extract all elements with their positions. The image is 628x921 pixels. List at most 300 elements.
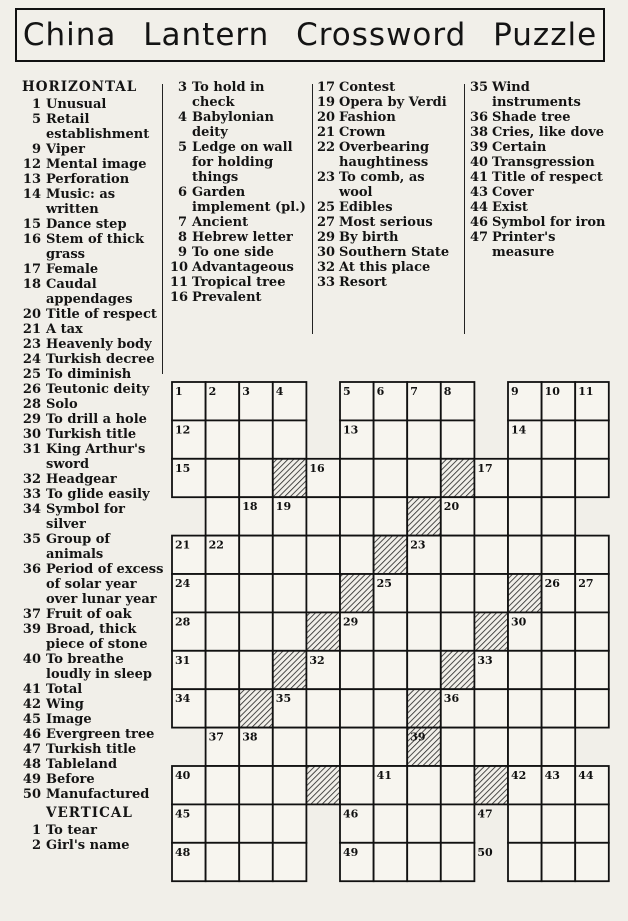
grid-cell bbox=[407, 766, 441, 804]
grid-cell bbox=[340, 689, 374, 727]
grid-cell bbox=[474, 728, 508, 766]
cell-number: 37 bbox=[208, 730, 224, 744]
clue-text: A tax bbox=[46, 322, 83, 337]
grid-cell bbox=[374, 804, 408, 842]
grid-cell bbox=[575, 612, 609, 650]
grid-cell bbox=[239, 574, 273, 612]
shaded-cell bbox=[306, 766, 340, 804]
grid-cell bbox=[441, 766, 475, 804]
clue-text: Ledge on wall for holding things bbox=[192, 140, 293, 185]
grid-cell bbox=[306, 728, 340, 766]
clue-text: Hebrew letter bbox=[192, 230, 293, 245]
clue-number: 30 bbox=[22, 427, 41, 442]
grid-cell bbox=[273, 843, 307, 881]
clue-number: 40 bbox=[22, 652, 41, 667]
clue-number: 40 bbox=[470, 155, 489, 170]
clue-text: Fruit of oak bbox=[46, 607, 132, 622]
clue-number: 17 bbox=[317, 80, 336, 95]
clue-text: Before bbox=[46, 772, 95, 787]
clue-text: Overbearing haughtiness bbox=[339, 140, 430, 170]
grid-cell bbox=[340, 728, 374, 766]
grid-cell bbox=[575, 689, 609, 727]
clue-number: 20 bbox=[22, 307, 41, 322]
clue-text: Mental image bbox=[46, 157, 147, 172]
clue-text: Dance step bbox=[46, 217, 127, 232]
grid-cell bbox=[542, 420, 576, 458]
clue-number: 25 bbox=[317, 200, 336, 215]
grid-cell bbox=[374, 459, 408, 497]
cell-number: 11 bbox=[578, 385, 594, 398]
cell-number: 29 bbox=[343, 615, 359, 629]
clue-text: Music: as written bbox=[46, 187, 116, 217]
clue-text: Shade tree bbox=[492, 110, 571, 125]
cell-number: 33 bbox=[477, 653, 493, 667]
cell-number: 43 bbox=[544, 769, 560, 782]
clue-number: 1 bbox=[31, 97, 41, 112]
clue-number: 32 bbox=[22, 472, 41, 487]
grid-cell bbox=[575, 843, 609, 881]
grid-cell bbox=[508, 651, 542, 689]
clue-text: King Arthur's sword bbox=[46, 442, 146, 472]
grid-cell bbox=[273, 612, 307, 650]
cell-number: 31 bbox=[175, 653, 191, 667]
clue-text: Solo bbox=[46, 397, 78, 412]
grid-cell bbox=[407, 843, 441, 881]
clue-number: 33 bbox=[317, 275, 336, 290]
grid-cell bbox=[206, 574, 240, 612]
grid-cell bbox=[542, 843, 576, 881]
grid-cell bbox=[508, 728, 542, 766]
grid-cell bbox=[340, 497, 374, 535]
shaded-cell bbox=[508, 574, 542, 612]
cell-number: 30 bbox=[511, 615, 527, 629]
clue-number: 41 bbox=[22, 682, 41, 697]
shaded-cell bbox=[441, 459, 475, 497]
shaded-cell bbox=[474, 766, 508, 804]
cell-number: 15 bbox=[175, 461, 191, 475]
cell-number: 25 bbox=[376, 577, 392, 590]
grid-cell bbox=[206, 804, 240, 842]
clue-text: Turkish decree bbox=[46, 352, 155, 367]
grid-cell bbox=[575, 459, 609, 497]
grid-cell bbox=[273, 728, 307, 766]
clue-text: Female bbox=[46, 262, 99, 277]
clue-number: 6 bbox=[177, 185, 187, 200]
grid-cell bbox=[474, 689, 508, 727]
grid-cell bbox=[441, 728, 475, 766]
clue-number: 35 bbox=[470, 80, 489, 95]
clue-number: 13 bbox=[22, 172, 41, 187]
grid-cell bbox=[508, 804, 542, 842]
grid-cell bbox=[508, 536, 542, 574]
clue-text: To drill a hole bbox=[46, 412, 147, 427]
grid-cell bbox=[239, 843, 273, 881]
grid-cell bbox=[508, 843, 542, 881]
grid-cell bbox=[374, 420, 408, 458]
clue-text: To diminish bbox=[46, 367, 132, 382]
clue-number: 20 bbox=[317, 110, 336, 125]
grid-cell bbox=[239, 804, 273, 842]
clue-text: Certain bbox=[492, 140, 547, 155]
cell-number: 48 bbox=[175, 845, 191, 859]
clue-number: 47 bbox=[470, 230, 489, 245]
clue-text: Opera by Verdi bbox=[339, 95, 447, 110]
clue-number: 44 bbox=[470, 200, 489, 215]
clue-number: 50 bbox=[22, 787, 41, 802]
shaded-cell bbox=[239, 689, 273, 727]
horizontal-heading: HORIZONTAL bbox=[22, 79, 138, 95]
shaded-cell bbox=[374, 536, 408, 574]
clue-number: 10 bbox=[170, 260, 189, 275]
grid-cell bbox=[239, 766, 273, 804]
clue-number: 22 bbox=[317, 140, 336, 155]
grid-cell bbox=[306, 574, 340, 612]
clue-number: 16 bbox=[22, 232, 41, 247]
clue-text: Cover bbox=[492, 185, 534, 200]
grid-cell bbox=[575, 420, 609, 458]
clue-text: Heavenly body bbox=[46, 337, 152, 352]
grid-cell bbox=[374, 728, 408, 766]
shaded-cell bbox=[407, 689, 441, 727]
cell-number: 19 bbox=[275, 500, 292, 514]
clue-text: To glide easily bbox=[46, 487, 150, 502]
grid-cell bbox=[474, 574, 508, 612]
shaded-cell bbox=[340, 574, 374, 612]
grid-cell bbox=[474, 497, 508, 535]
clue-text: To tear bbox=[46, 823, 97, 838]
clue-text: Edibles bbox=[339, 200, 393, 215]
clue-text: Printer's measure bbox=[492, 230, 556, 260]
clue-text: Unusual bbox=[46, 97, 107, 112]
clue-text: Manufactured bbox=[46, 787, 150, 802]
clue-text: Contest bbox=[339, 80, 396, 95]
grid-cell bbox=[441, 804, 475, 842]
shaded-cell bbox=[441, 651, 475, 689]
clue-number: 12 bbox=[22, 157, 41, 172]
grid-cell bbox=[441, 536, 475, 574]
grid-cell bbox=[239, 536, 273, 574]
grid-cell bbox=[575, 536, 609, 574]
shaded-cell bbox=[273, 651, 307, 689]
clue-number: 30 bbox=[317, 245, 336, 260]
clue-number: 17 bbox=[22, 262, 41, 277]
clue-text: Retail establishment bbox=[46, 112, 150, 142]
grid-cell bbox=[239, 459, 273, 497]
clue-number: 21 bbox=[22, 322, 41, 337]
cell-number: 47 bbox=[477, 807, 493, 821]
clue-number: 9 bbox=[177, 245, 187, 260]
cell-number: 5 bbox=[343, 385, 351, 398]
clue-number: 18 bbox=[22, 277, 41, 292]
clue-number: 28 bbox=[22, 397, 41, 412]
clue-text: Image bbox=[46, 712, 92, 727]
clue-number: 14 bbox=[22, 187, 41, 202]
clue-text: Turkish title bbox=[46, 742, 137, 757]
clue-number: 29 bbox=[22, 412, 41, 427]
clue-number: 46 bbox=[470, 215, 489, 230]
clue-number: 39 bbox=[22, 622, 41, 637]
grid-cell bbox=[374, 497, 408, 535]
grid-cell bbox=[306, 689, 340, 727]
clue-number: 43 bbox=[470, 185, 489, 200]
cell-number: 10 bbox=[544, 385, 560, 398]
cell-number: 27 bbox=[578, 577, 594, 590]
grid-cell bbox=[374, 651, 408, 689]
clue-number: 4 bbox=[177, 110, 187, 125]
cell-number: 38 bbox=[242, 730, 258, 744]
clue-text: Ancient bbox=[192, 215, 249, 230]
cell-number: 12 bbox=[175, 423, 191, 437]
clue-number: 47 bbox=[22, 742, 41, 757]
shaded-cell bbox=[273, 459, 307, 497]
grid-cell bbox=[542, 459, 576, 497]
cell-number: 3 bbox=[242, 385, 250, 398]
clue-text: Crown bbox=[339, 125, 386, 140]
grid-cell bbox=[273, 766, 307, 804]
grid-cell bbox=[441, 420, 475, 458]
clue-text: Caudal appendages bbox=[46, 277, 133, 307]
grid-cell bbox=[206, 459, 240, 497]
clue-number: 33 bbox=[22, 487, 41, 502]
clue-number: 7 bbox=[177, 215, 187, 230]
grid-cell bbox=[407, 459, 441, 497]
clue-number: 25 bbox=[22, 367, 41, 382]
clue-text: Wind instruments bbox=[492, 80, 581, 110]
cell-number: 35 bbox=[275, 692, 292, 706]
clue-text: Symbol for iron bbox=[492, 215, 606, 230]
cell-number: 44 bbox=[578, 769, 594, 782]
grid-cell bbox=[508, 689, 542, 727]
cell-number: 24 bbox=[175, 577, 191, 590]
grid-cell bbox=[542, 728, 576, 766]
clue-number: 2 bbox=[31, 838, 41, 853]
cell-number: 39 bbox=[410, 730, 426, 744]
clue-number: 36 bbox=[470, 110, 489, 125]
grid-cell bbox=[407, 420, 441, 458]
clue-number: 11 bbox=[170, 275, 189, 290]
cell-number: 32 bbox=[309, 653, 325, 667]
clue-text: Group of animals bbox=[46, 532, 110, 562]
clue-number: 9 bbox=[31, 142, 41, 157]
clue-text: Title of respect bbox=[492, 170, 603, 185]
grid-cell bbox=[508, 497, 542, 535]
clue-number: 5 bbox=[177, 140, 187, 155]
cell-number: 36 bbox=[443, 692, 460, 706]
clue-number: 39 bbox=[470, 140, 489, 155]
clue-number: 32 bbox=[317, 260, 336, 275]
grid-cell bbox=[407, 612, 441, 650]
clue-number: 23 bbox=[22, 337, 41, 352]
clue-text: Resort bbox=[339, 275, 387, 290]
grid-cell bbox=[273, 574, 307, 612]
grid-cell bbox=[575, 651, 609, 689]
clue-text: Period of excess of solar year over lunar year bbox=[46, 562, 164, 607]
cell-number: 20 bbox=[443, 500, 460, 514]
clue-text: To one side bbox=[192, 245, 274, 260]
clue-text: To hold in check bbox=[192, 80, 265, 110]
clue-number: 29 bbox=[317, 230, 336, 245]
cell-number: 40 bbox=[175, 769, 191, 782]
grid-cell bbox=[407, 804, 441, 842]
clue-text: Transgression bbox=[492, 155, 595, 170]
grid-cell bbox=[374, 689, 408, 727]
grid-cell bbox=[542, 612, 576, 650]
cell-number: 34 bbox=[175, 692, 191, 706]
clue-text: Turkish title bbox=[46, 427, 137, 442]
clue-text: Advantageous bbox=[192, 260, 294, 275]
clue-number: 15 bbox=[22, 217, 41, 232]
clue-text: By birth bbox=[339, 230, 399, 245]
clue-text: Broad, thick piece of stone bbox=[46, 622, 148, 652]
cell-number: 8 bbox=[443, 385, 452, 398]
shaded-cell bbox=[306, 612, 340, 650]
cell-number: 17 bbox=[477, 461, 493, 475]
clue-number: 31 bbox=[22, 442, 41, 457]
cell-number: 23 bbox=[410, 538, 426, 552]
clue-text: To comb, as wool bbox=[339, 170, 425, 200]
clue-text: Total bbox=[46, 682, 83, 697]
cell-number: 28 bbox=[175, 615, 191, 629]
clue-text: Tableland bbox=[46, 757, 118, 772]
clue-text: Headgear bbox=[46, 472, 117, 487]
grid-cell bbox=[239, 612, 273, 650]
clue-number: 48 bbox=[22, 757, 41, 772]
clue-text: Most serious bbox=[339, 215, 433, 230]
clue-number: 49 bbox=[22, 772, 41, 787]
clue-number: 38 bbox=[470, 125, 489, 140]
clue-text: Girl's name bbox=[46, 838, 130, 853]
clue-text: Wing bbox=[46, 697, 84, 712]
grid-cell bbox=[575, 804, 609, 842]
clue-number: 5 bbox=[31, 112, 41, 127]
grid-cell bbox=[206, 689, 240, 727]
clue-number: 26 bbox=[22, 382, 41, 397]
grid-cell bbox=[407, 574, 441, 612]
clue-number: 21 bbox=[317, 125, 336, 140]
grid-cell bbox=[542, 689, 576, 727]
clue-number: 45 bbox=[22, 712, 41, 727]
clue-number: 34 bbox=[22, 502, 41, 517]
cell-number: 16 bbox=[309, 461, 325, 475]
cell-number: 45 bbox=[175, 807, 191, 821]
clue-text: Evergreen tree bbox=[46, 727, 155, 742]
clue-text: At this place bbox=[339, 260, 431, 275]
cell-number: 22 bbox=[208, 538, 224, 552]
clue-number: 1 bbox=[31, 823, 41, 838]
shaded-cell bbox=[407, 497, 441, 535]
clue-text: Teutonic deity bbox=[46, 382, 150, 397]
grid-cell bbox=[441, 574, 475, 612]
grid-cell bbox=[542, 497, 576, 535]
grid-cell bbox=[206, 651, 240, 689]
clue-number: 19 bbox=[317, 95, 336, 110]
clue-number: 24 bbox=[22, 352, 41, 367]
grid-cell bbox=[206, 843, 240, 881]
clue-text: Garden implement (pl.) bbox=[192, 185, 306, 215]
grid-cell bbox=[441, 612, 475, 650]
grid-cell bbox=[206, 766, 240, 804]
grid-cell bbox=[407, 651, 441, 689]
grid-cell bbox=[206, 497, 240, 535]
clue-text: Viper bbox=[46, 142, 86, 157]
grid-cell bbox=[239, 651, 273, 689]
cell-number: 18 bbox=[242, 500, 258, 514]
cell-number: 6 bbox=[376, 385, 385, 398]
grid-cell bbox=[206, 420, 240, 458]
clue-text: Southern State bbox=[339, 245, 450, 260]
shaded-cell bbox=[474, 612, 508, 650]
clue-text: Tropical tree bbox=[192, 275, 286, 290]
clue-number: 16 bbox=[170, 290, 189, 305]
cell-number: 13 bbox=[343, 423, 359, 437]
grid-cell bbox=[542, 536, 576, 574]
clue-text: Symbol for silver bbox=[46, 502, 126, 532]
cell-number: 7 bbox=[410, 385, 418, 398]
clue-number: 36 bbox=[22, 562, 41, 577]
grid-cell bbox=[306, 536, 340, 574]
clue-number: 23 bbox=[317, 170, 336, 185]
cell-number: 4 bbox=[275, 385, 284, 398]
clue-text: Perforation bbox=[46, 172, 130, 187]
grid-cell bbox=[340, 766, 374, 804]
clue-number: 35 bbox=[22, 532, 41, 547]
grid-cell bbox=[273, 804, 307, 842]
clue-text: Fashion bbox=[339, 110, 396, 125]
cell-number: 2 bbox=[208, 385, 217, 398]
cell-number: 21 bbox=[175, 538, 191, 552]
clue-text: Cries, like dove bbox=[492, 125, 605, 140]
grid-cell bbox=[340, 536, 374, 574]
puzzle-title: China Lantern Crossword Puzzle bbox=[15, 8, 605, 62]
grid-cell bbox=[306, 497, 340, 535]
grid-cell bbox=[441, 843, 475, 881]
clue-number: 37 bbox=[22, 607, 41, 622]
clue-number: 41 bbox=[470, 170, 489, 185]
clue-number: 46 bbox=[22, 727, 41, 742]
cell-number: 41 bbox=[376, 769, 392, 782]
grid-cell bbox=[374, 843, 408, 881]
cell-number: 50 bbox=[477, 845, 493, 859]
clue-text: Title of respect bbox=[46, 307, 157, 322]
clue-text: To breathe loudly in sleep bbox=[46, 652, 152, 682]
clue-text: Babylonian deity bbox=[192, 110, 274, 140]
cell-number: 49 bbox=[343, 845, 359, 859]
grid-cell bbox=[474, 536, 508, 574]
grid-cell bbox=[273, 420, 307, 458]
grid-cell bbox=[542, 651, 576, 689]
grid-cell bbox=[239, 420, 273, 458]
clue-text: Prevalent bbox=[192, 290, 262, 305]
grid-cell bbox=[340, 651, 374, 689]
grid-cell bbox=[542, 804, 576, 842]
cell-number: 1 bbox=[175, 385, 183, 398]
vertical-heading: VERTICAL bbox=[46, 805, 133, 821]
clue-number: 8 bbox=[177, 230, 187, 245]
cell-number: 14 bbox=[511, 423, 527, 437]
cell-number: 42 bbox=[511, 769, 527, 782]
grid-cell bbox=[508, 459, 542, 497]
clue-number: 42 bbox=[22, 697, 41, 712]
cell-number: 46 bbox=[343, 807, 359, 821]
grid-cell bbox=[374, 612, 408, 650]
clue-text: Exist bbox=[492, 200, 528, 215]
clue-number: 3 bbox=[177, 80, 187, 95]
grid-cell bbox=[206, 612, 240, 650]
cell-number: 26 bbox=[544, 577, 560, 590]
cell-number: 9 bbox=[511, 385, 519, 398]
clue-text: Stem of thick grass bbox=[46, 232, 145, 262]
grid-cell bbox=[340, 459, 374, 497]
